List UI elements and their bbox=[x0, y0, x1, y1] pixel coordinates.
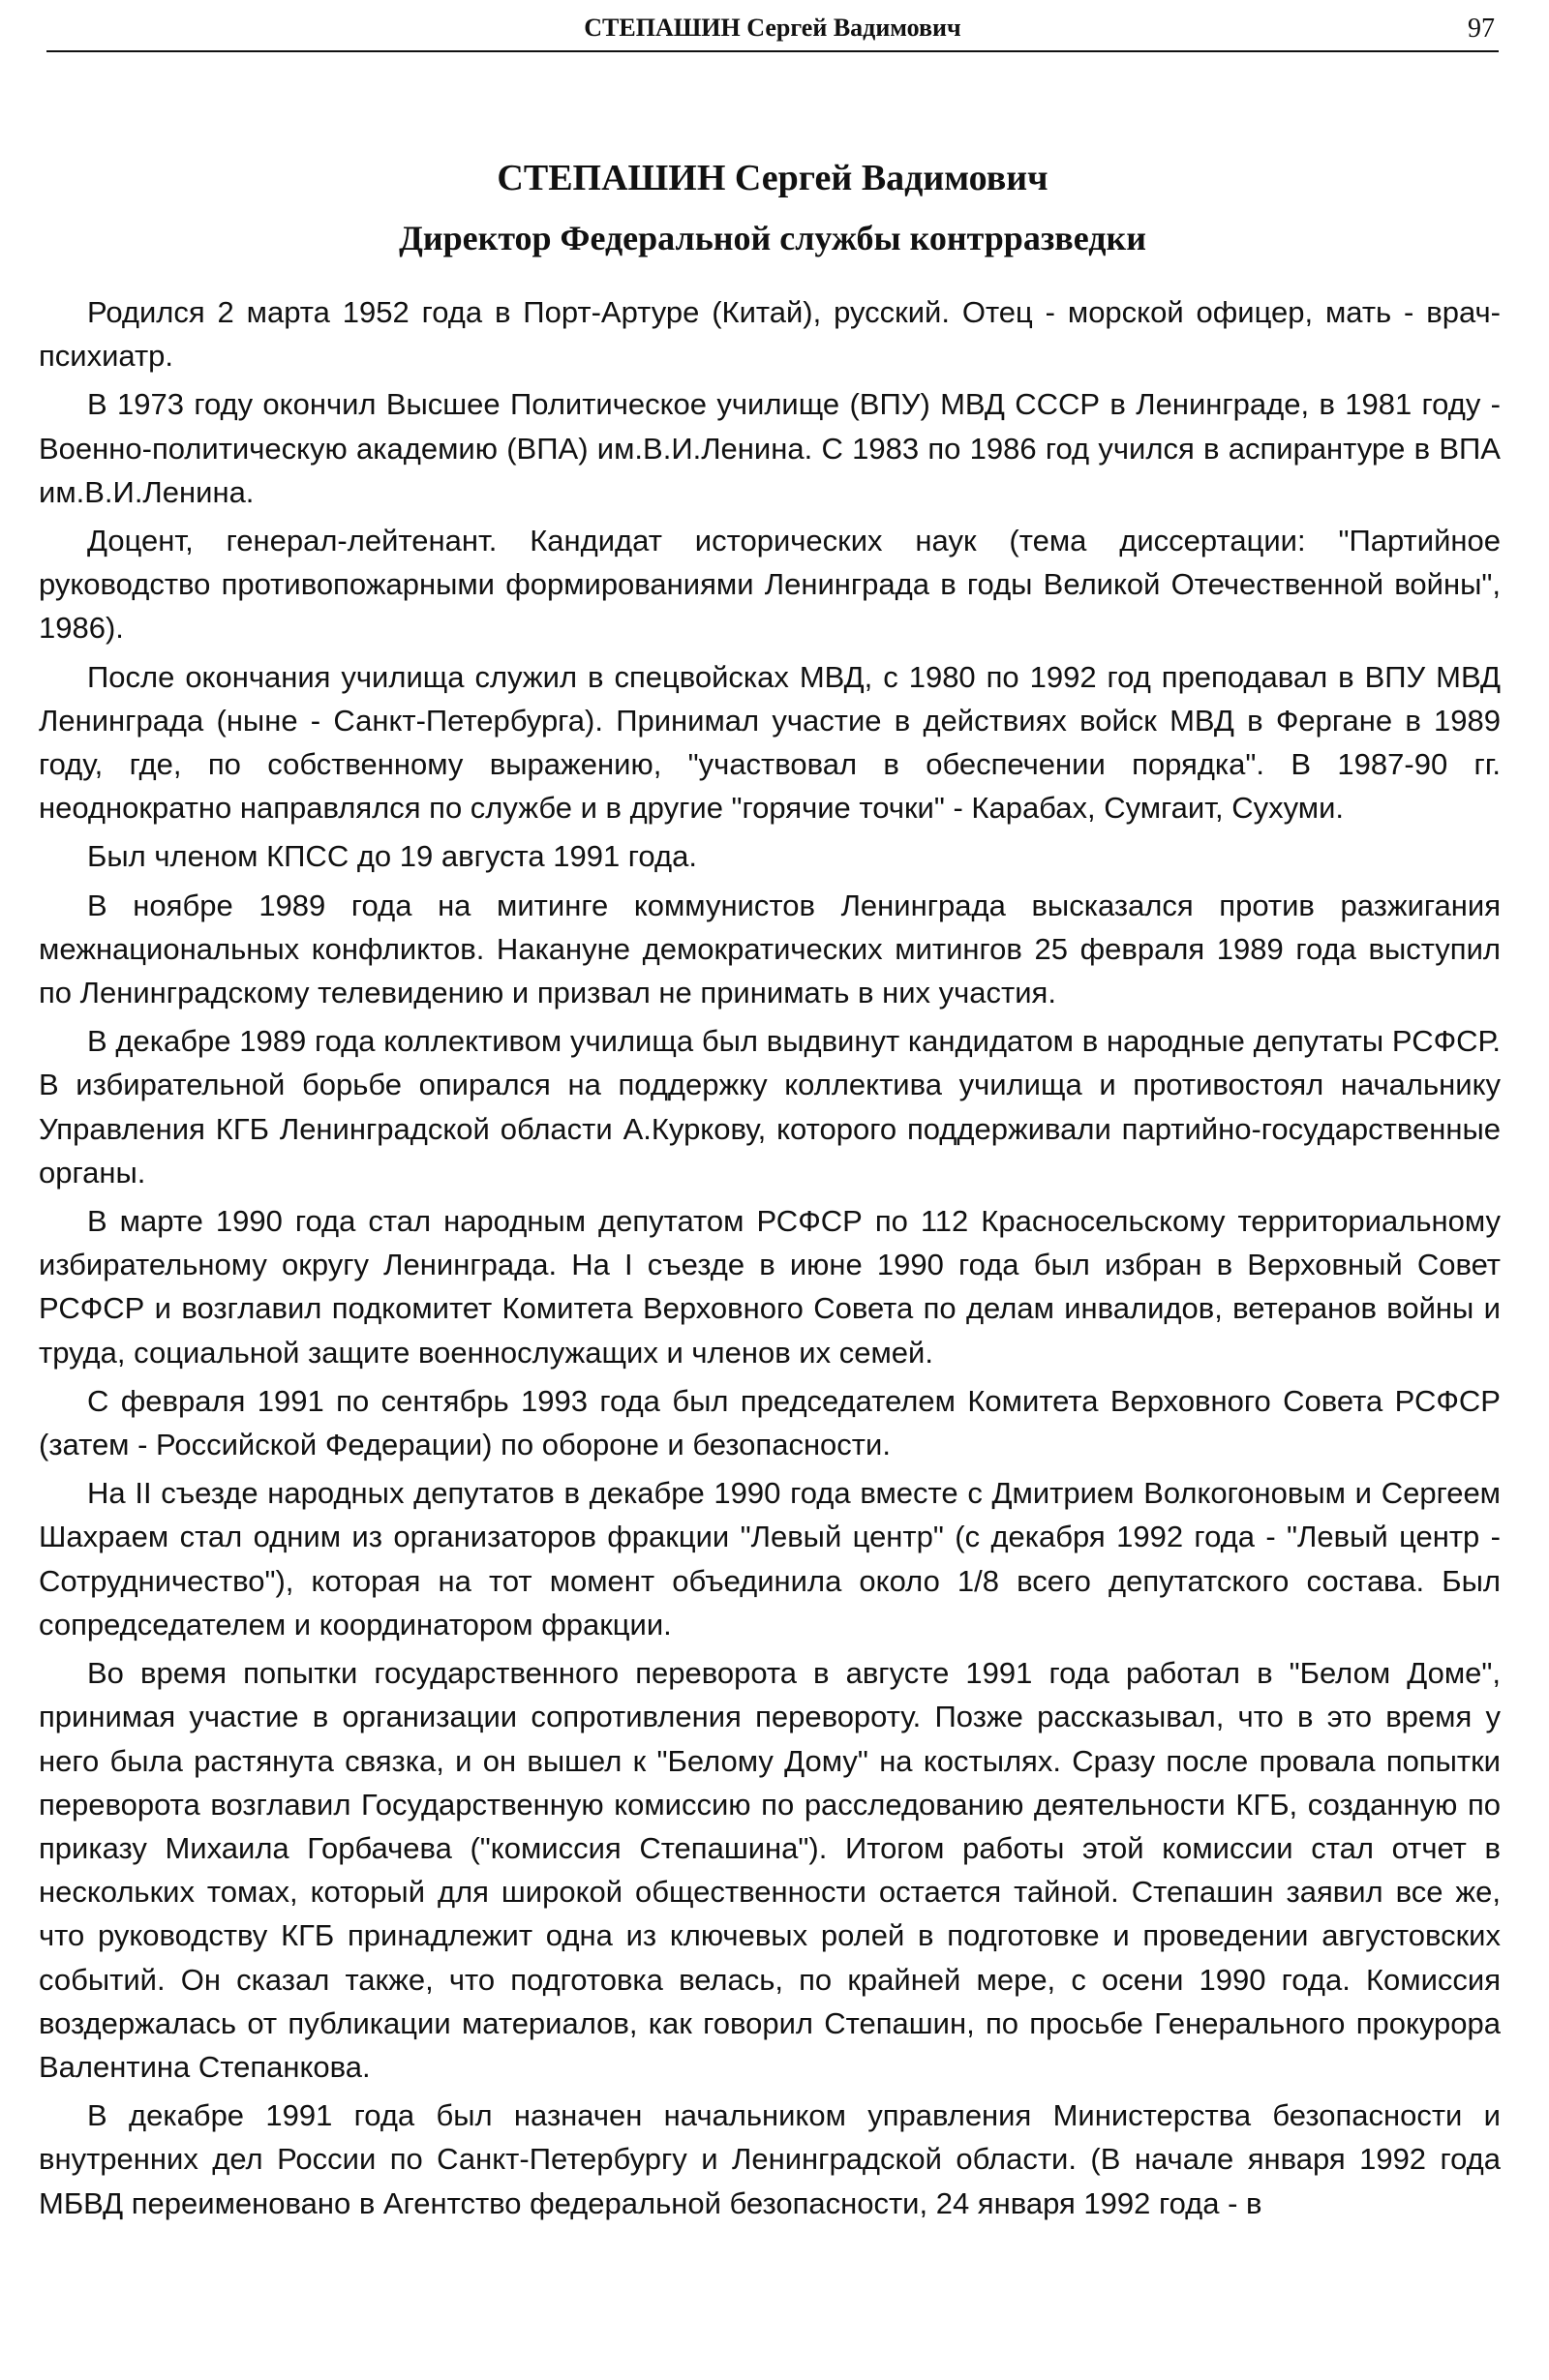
paragraph: С февраля 1991 по сентябрь 1993 года был председателем Комитета Верховного Совета РСФСР (затем - Российской Федерации) по обороне и безопасности. bbox=[39, 1383, 1501, 1462]
paragraph: На II съезде народных депутатов в декабре 1990 года вместе с Дмитрием Волкогоновым и Сергеем Шахраем стал одним из организаторов фракции "Левый центр" (с декабря 1992 года - "Левый центр - Сотрудничество"), которая на тот момент объединила около 1/8 всего депутатского состава. Был сопредседателем и координатором фракции. bbox=[39, 1476, 1501, 1642]
paragraph: Доцент, генерал-лейтенант. Кандидат исторических наук (тема диссертации: "Партийное руководство противопожарными формированиями Ленинграда в годы Великой Отечественной войны", 1986). bbox=[39, 524, 1501, 646]
paragraph: Во время попытки государственного переворота в августе 1991 года работал в "Белом Доме", принимая участие в организации сопротивления перевороту. Позже рассказывал, что в это время у него была растянута связка, и он вышел к "Белому Дому" на костылях. Сразу после провала попытки переворота возглавил Государственную комиссию по расследованию деятельности КГБ, созданную по приказу Михаила Горбачева ("комиссия Степашина"). Итогом работы этой комиссии стал отчет в нескольких томах, который для широкой общественности остается тайной. Степашин заявил все же, что руководству КГБ принадлежит одна из ключевых ролей в подготовке и проведении августовских событий. Он сказал также, что подготовка велась, по крайней мере, с осени 1990 года. Комиссия воздержалась от публикации материалов, как говорил Степашин, по просьбе Генерального прокурора Валентина Степанкова. bbox=[39, 1656, 1501, 2084]
paragraph: После окончания училища служил в спецвойсках МВД, с 1980 по 1992 год преподавал в ВПУ МВД Ленинграда (ныне - Санкт-Петербурга). Принимал участие в действиях войск МВД в Фергане в 1989 году, где, по собственному выражению, "участвовал в обеспечении порядка". В 1987-90 гг. неоднократно направлялся по службе и в другие "горячие точки" - Карабах, Сумгаит, Сухуми. bbox=[39, 659, 1501, 826]
position-subheading: Директор Федеральной службы контрразведки bbox=[399, 219, 1146, 257]
paragraph: В 1973 году окончил Высшее Политическое училище (ВПУ) МВД СССР в Ленинграде, в 1981 году - Военно-политическую академию (ВПА) им.В.И.Ленина. С 1983 по 1986 год учился в аспирантуре в ВПА им.В.И.Ленина. bbox=[39, 387, 1501, 509]
person-name-heading: СТЕПАШИН Сергей Вадимович bbox=[497, 158, 1048, 198]
article-title-block bbox=[46, 153, 1499, 263]
running-title: СТЕПАШИН Сергей Вадимович bbox=[584, 14, 961, 42]
paragraph: В марте 1990 года стал народным депутатом РСФСР по 112 Красносельскому территориальному избирательному округу Ленинграда. На I съезде в июне 1990 года был избран в Верховный Совет РСФСР и возглавил подкомитет Комитета Верховного Совета по делам инвалидов, ветеранов войны и труда, социальной защите военнослужащих и членов их семей. bbox=[39, 1204, 1501, 1370]
paragraph: Родился 2 марта 1952 года в Порт-Артуре (Китай), русский. Отец - морской офицер, мать - врач-психиатр. bbox=[39, 295, 1501, 374]
paragraph: В декабре 1989 года коллективом училища был выдвинут кандидатом в народные депутаты РСФСР. В избирательной борьбе опирался на поддержку коллектива училища и противостоял начальнику Управления КГБ Ленинградской области А.Куркову, которого поддерживали партийно-государственные органы. bbox=[39, 1024, 1501, 1190]
paragraph: В декабре 1991 года был назначен начальником управления Министерства безопасности и внутренних дел России по Санкт-Петербургу и Ленинградской области. (В начале января 1992 года МБВД переименовано в Агентство федеральной безопасности, 24 января 1992 года - в bbox=[39, 2098, 1501, 2220]
page-number: 97 bbox=[1468, 14, 1495, 44]
paragraph: В ноябре 1989 года на митинге коммунистов Ленинграда высказался против разжигания межнациональных конфликтов. Накануне демократических митингов 25 февраля 1989 года выступил по Ленинградскому телевидению и призвал не принимать в них участия. bbox=[39, 888, 1501, 1010]
article-body bbox=[39, 290, 1501, 2230]
paragraph: Был членом КПСС до 19 августа 1991 года. bbox=[87, 839, 697, 874]
running-header bbox=[46, 8, 1499, 52]
